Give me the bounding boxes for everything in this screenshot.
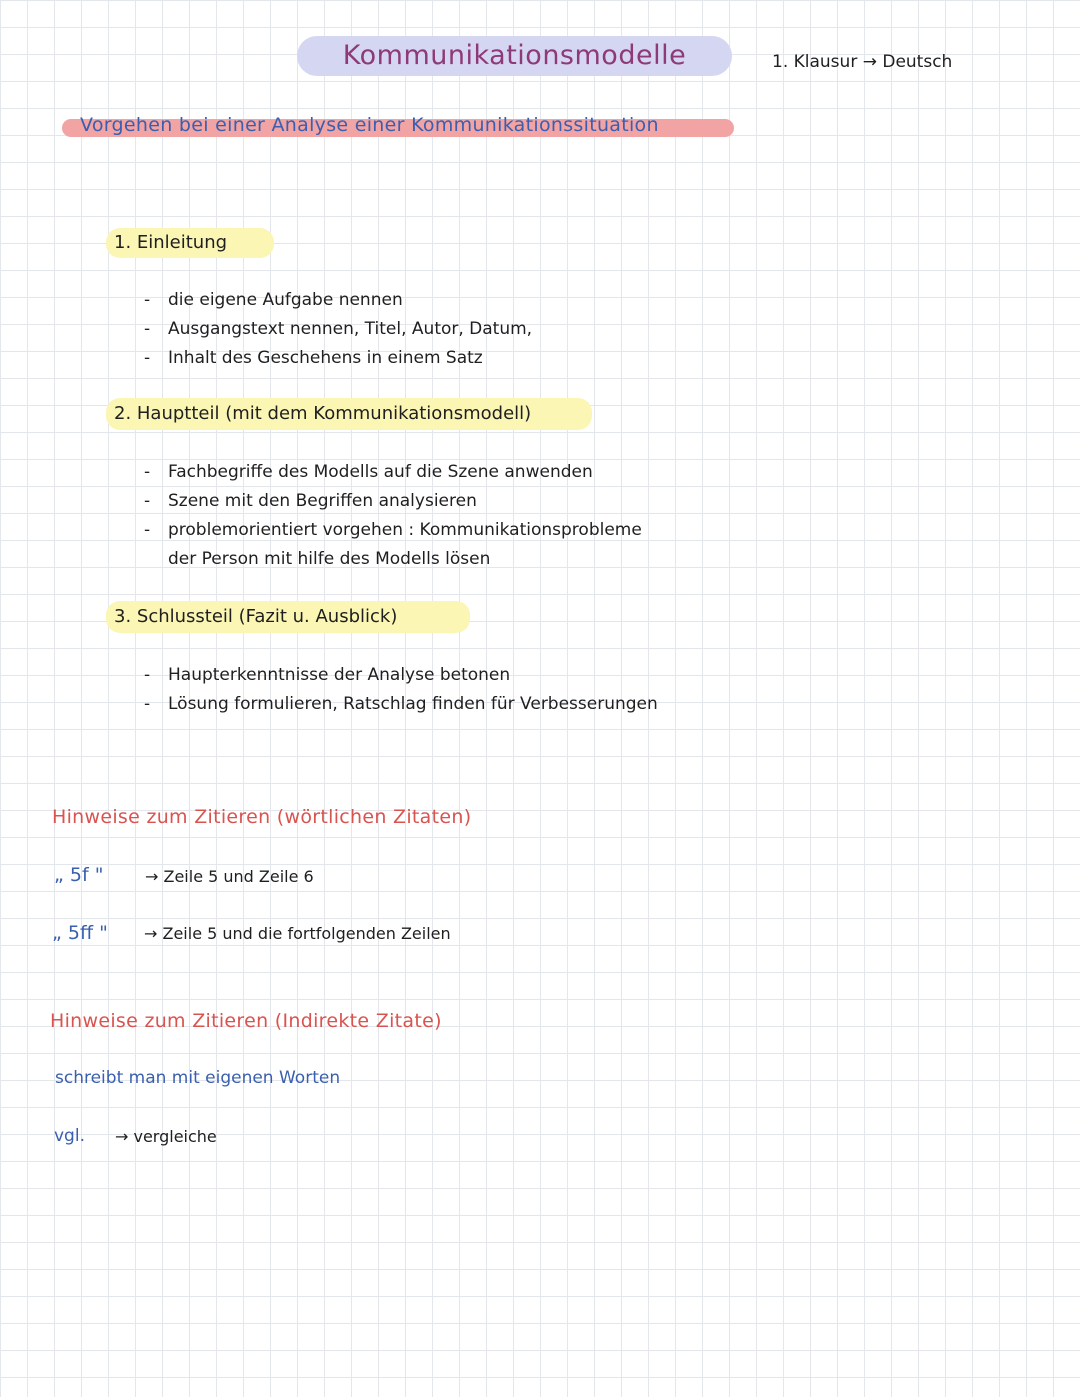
direct-quotes-heading: Hinweise zum Zitieren (wörtlichen Zitaten)	[52, 806, 472, 828]
list-item: - problemorientiert vorgehen : Kommunikationsprobleme	[144, 520, 642, 540]
step-2-heading: 2. Hauptteil (mit dem Kommunikationsmodell)	[114, 403, 532, 424]
list-item: - Inhalt des Geschehens in einem Satz	[144, 348, 483, 368]
indirect-quotes-note: schreibt man mit eigenen Worten	[55, 1068, 341, 1088]
list-item: - Fachbegriffe des Modells auf die Szene anwenden	[144, 462, 593, 482]
step-1-list	[144, 286, 532, 373]
step-3-heading: 3. Schlussteil (Fazit u. Ausblick)	[114, 606, 398, 627]
citation-key-5f: „ 5f "	[54, 864, 104, 886]
section-heading: Vorgehen bei einer Analyse einer Kommunikationssituation	[80, 114, 659, 136]
list-item: - Haupterkenntnisse der Analyse betonen	[144, 665, 511, 685]
exam-subject-note: 1. Klausur → Deutsch	[772, 52, 953, 72]
abbreviation-meaning: → vergleiche	[115, 1127, 217, 1146]
citation-key-5ff: „ 5ff "	[52, 922, 108, 944]
indirect-quotes-heading: Hinweise zum Zitieren (Indirekte Zitate)	[50, 1010, 442, 1032]
step-3-list	[144, 661, 658, 719]
list-item: - Lösung formulieren, Ratschlag finden für Verbesserungen	[144, 694, 658, 714]
list-item: - die eigene Aufgabe nennen	[144, 290, 403, 310]
step-2-list	[144, 458, 642, 574]
page-title: Kommunikationsmodelle	[342, 40, 687, 71]
citation-meaning-5f: → Zeile 5 und Zeile 6	[145, 867, 314, 886]
list-item-continuation: der Person mit hilfe des Modells lösen	[168, 549, 491, 569]
citation-meaning-5ff: → Zeile 5 und die fortfolgenden Zeilen	[144, 924, 451, 943]
list-item: - Ausgangstext nennen, Titel, Autor, Datum,	[144, 319, 533, 339]
list-item: - Szene mit den Begriffen analysieren	[144, 491, 477, 511]
abbreviation-vgl: vgl.	[54, 1126, 85, 1146]
step-1-heading: 1. Einleitung	[114, 232, 228, 253]
